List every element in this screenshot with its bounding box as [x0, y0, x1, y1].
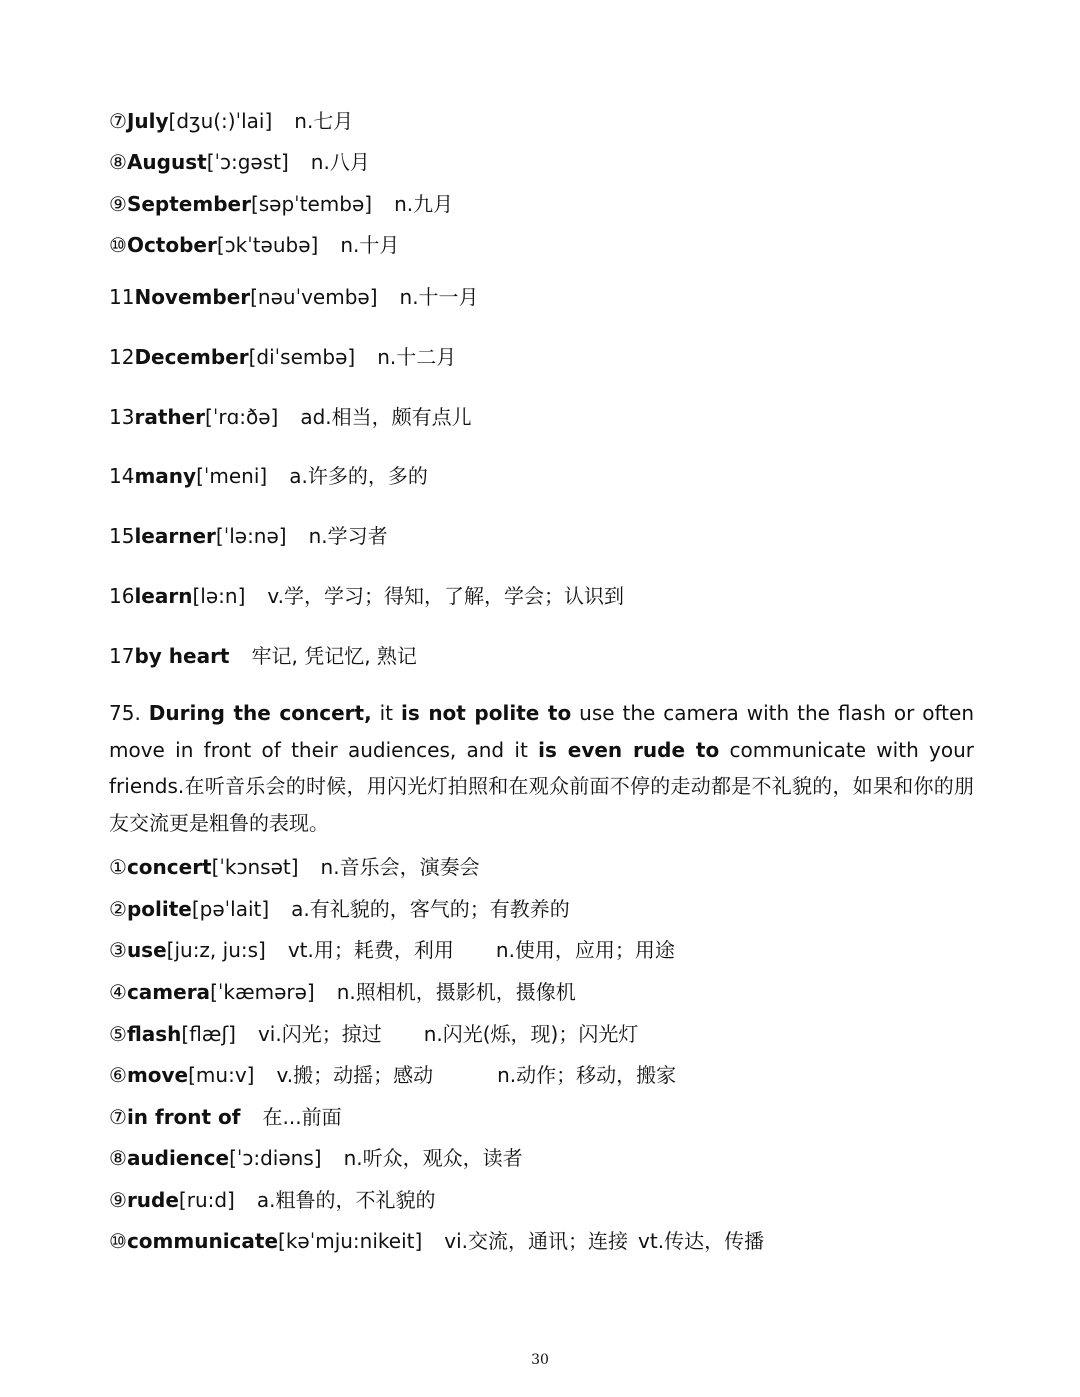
- entry-definition: 牢记, 凭记忆, 熟记: [251, 644, 417, 668]
- entry-word: camera: [126, 980, 211, 1004]
- entry-word: July: [126, 109, 169, 133]
- entry-word: use: [126, 938, 167, 962]
- entry-phonetic: [ˈkæmərə]: [210, 980, 315, 1004]
- entry-definition: n.听众，观众，读者: [343, 1146, 523, 1170]
- entry-phonetic: [ˈkɔnsət]: [211, 855, 299, 879]
- entry-number: 17: [109, 644, 135, 668]
- entry-number: ⑧: [109, 1146, 127, 1170]
- sentence-text: use the camera with the flash or often move in front of their audiences, and it: [109, 701, 975, 762]
- entry-number: ⑨: [109, 192, 127, 216]
- entry-word: October: [126, 233, 217, 257]
- sentence-phrase: is even rude to: [538, 737, 720, 762]
- vocab-entry: [109, 108, 353, 134]
- entry-phonetic: [nəuˈvembə]: [250, 285, 378, 309]
- entry-word: rather: [134, 405, 206, 429]
- entry-phonetic: [dʒu(:)ˈlai]: [168, 109, 273, 133]
- vocab-entry: [109, 232, 399, 258]
- entry-definition: a.粗鲁的，不礼貌的: [256, 1188, 436, 1212]
- vocab-entry: [109, 523, 388, 549]
- entry-definition: n.九月: [394, 192, 454, 216]
- entry-phonetic: [kəˈmju:nikeit]: [278, 1229, 423, 1253]
- entry-word: audience: [126, 1146, 230, 1170]
- entry-number: ⑦: [109, 1105, 127, 1129]
- entry-phonetic: [mu:v]: [188, 1063, 255, 1087]
- entry-word: learner: [134, 524, 216, 548]
- entry-phonetic: [ˈlə:nə]: [215, 524, 287, 548]
- entry-phonetic: [diˈsembə]: [248, 345, 356, 369]
- vocab-entry: [109, 1021, 638, 1047]
- vocab-entry: [109, 1187, 435, 1213]
- entry-word: December: [134, 345, 249, 369]
- entry-word: polite: [126, 897, 192, 921]
- entry-word: learn: [134, 584, 193, 608]
- entry-number: 14: [109, 464, 135, 488]
- entry-number: ④: [109, 980, 127, 1004]
- entry-phonetic: [flæʃ]: [181, 1022, 236, 1046]
- entry-definition: n.照相机，摄影机，摄像机: [336, 980, 576, 1004]
- vocab-entry: [109, 191, 453, 217]
- entry-word: September: [126, 192, 251, 216]
- example-sentence: [109, 695, 974, 841]
- entry-word: rude: [126, 1188, 179, 1212]
- entry-word: move: [126, 1063, 189, 1087]
- entry-number: 16: [109, 584, 135, 608]
- entry-definition: n.八月: [310, 150, 370, 174]
- vocab-entry: [109, 344, 456, 370]
- vocab-entry: [109, 979, 576, 1005]
- entry-number: ⑧: [109, 150, 127, 174]
- entry-number: ②: [109, 897, 127, 921]
- sentence-number: 75.: [109, 701, 141, 725]
- entry-definition: vt.用；耗费，利用: [287, 938, 454, 962]
- entry-number: 15: [109, 524, 135, 548]
- sentence-phrase: During the concert,: [148, 701, 372, 725]
- vocab-entry: [109, 463, 428, 489]
- sentence-phrase: is not polite to: [401, 701, 572, 725]
- entry-number: ⑦: [109, 109, 127, 133]
- entry-number: ⑤: [109, 1022, 127, 1046]
- vocab-entry: [109, 643, 417, 669]
- entry-word: August: [126, 150, 207, 174]
- entry-phonetic: [ˈrɑ:ðə]: [205, 405, 279, 429]
- vocab-entry: [109, 896, 570, 922]
- entry-number: ⑩: [109, 1229, 127, 1253]
- vocab-entry: [109, 583, 624, 609]
- entry-definition: n.十一月: [399, 285, 479, 309]
- entry-number: ③: [109, 938, 127, 962]
- entry-definition: n.七月: [294, 109, 354, 133]
- vocab-entry: [109, 284, 479, 310]
- entry-number: ⑩: [109, 233, 127, 257]
- entry-definition: vi.交流，通讯；连接: [444, 1229, 629, 1253]
- entry-phonetic: [pəˈlait]: [191, 897, 270, 921]
- entry-word: by heart: [134, 644, 230, 668]
- entry-word: many: [134, 464, 197, 488]
- entry-definition: 在...前面: [262, 1105, 342, 1129]
- entry-definition: n.学习者: [308, 524, 388, 548]
- vocab-entry: [109, 1104, 342, 1130]
- entry-definition: vt.传达，传播: [638, 1229, 765, 1253]
- entry-definition: n.音乐会，演奏会: [320, 855, 480, 879]
- page-number: 30: [531, 1352, 549, 1368]
- entry-definition: n.十二月: [377, 345, 457, 369]
- vocab-entry: [109, 1062, 676, 1088]
- entry-phonetic: [ˈmeni]: [196, 464, 268, 488]
- entry-number: 13: [109, 405, 135, 429]
- entry-definition: n.十月: [340, 233, 400, 257]
- entry-word: flash: [126, 1022, 182, 1046]
- vocab-entry: [109, 404, 472, 430]
- vocab-entry: [109, 149, 370, 175]
- sentence-text: communicate with your friends.在听音乐会的时候，用闪光灯拍照和在观众前面不停的走动都是不礼貌的，如果和你的朋友交流更是粗鲁的表现。: [109, 737, 974, 835]
- entry-phonetic: [ˈɔ:gəst]: [206, 150, 289, 174]
- vocab-entry: [109, 1228, 764, 1254]
- sentence-text: it: [371, 701, 401, 725]
- vocab-entry: [109, 937, 675, 963]
- entry-number: ①: [109, 855, 127, 879]
- vocab-entry: [109, 854, 480, 880]
- entry-phonetic: [ru:d]: [178, 1188, 235, 1212]
- entry-word: November: [134, 285, 251, 309]
- entry-phonetic: [lə:n]: [192, 584, 246, 608]
- entry-definition: n.动作；移动，搬家: [497, 1063, 677, 1087]
- entry-definition: n.使用，应用；用途: [495, 938, 675, 962]
- entry-definition: v.学，学习；得知，了解，学会；认识到: [267, 584, 625, 608]
- entry-number: ⑨: [109, 1188, 127, 1212]
- entry-phonetic: [ju:z, ju:s]: [166, 938, 266, 962]
- entry-definition: vi.闪光；掠过: [257, 1022, 382, 1046]
- entry-phonetic: [ˈɔ:diəns]: [229, 1146, 322, 1170]
- entry-number: 12: [109, 345, 135, 369]
- entry-number: ⑥: [109, 1063, 127, 1087]
- entry-definition: n.闪光(烁，现)；闪光灯: [423, 1022, 639, 1046]
- entry-phonetic: [səpˈtembə]: [250, 192, 373, 216]
- entry-phonetic: [ɔkˈtəubə]: [216, 233, 319, 257]
- entry-word: communicate: [126, 1229, 279, 1253]
- entry-definition: ad.相当，颇有点儿: [300, 405, 472, 429]
- vocab-entry: [109, 1145, 523, 1171]
- entry-definition: a.有礼貌的，客气的；有教养的: [291, 897, 570, 921]
- entry-word: concert: [126, 855, 212, 879]
- entry-definition: v.搬；动摇；感动: [276, 1063, 434, 1087]
- entry-number: 11: [109, 285, 135, 309]
- entry-word: in front of: [126, 1105, 241, 1129]
- entry-definition: a.许多的，多的: [289, 464, 428, 488]
